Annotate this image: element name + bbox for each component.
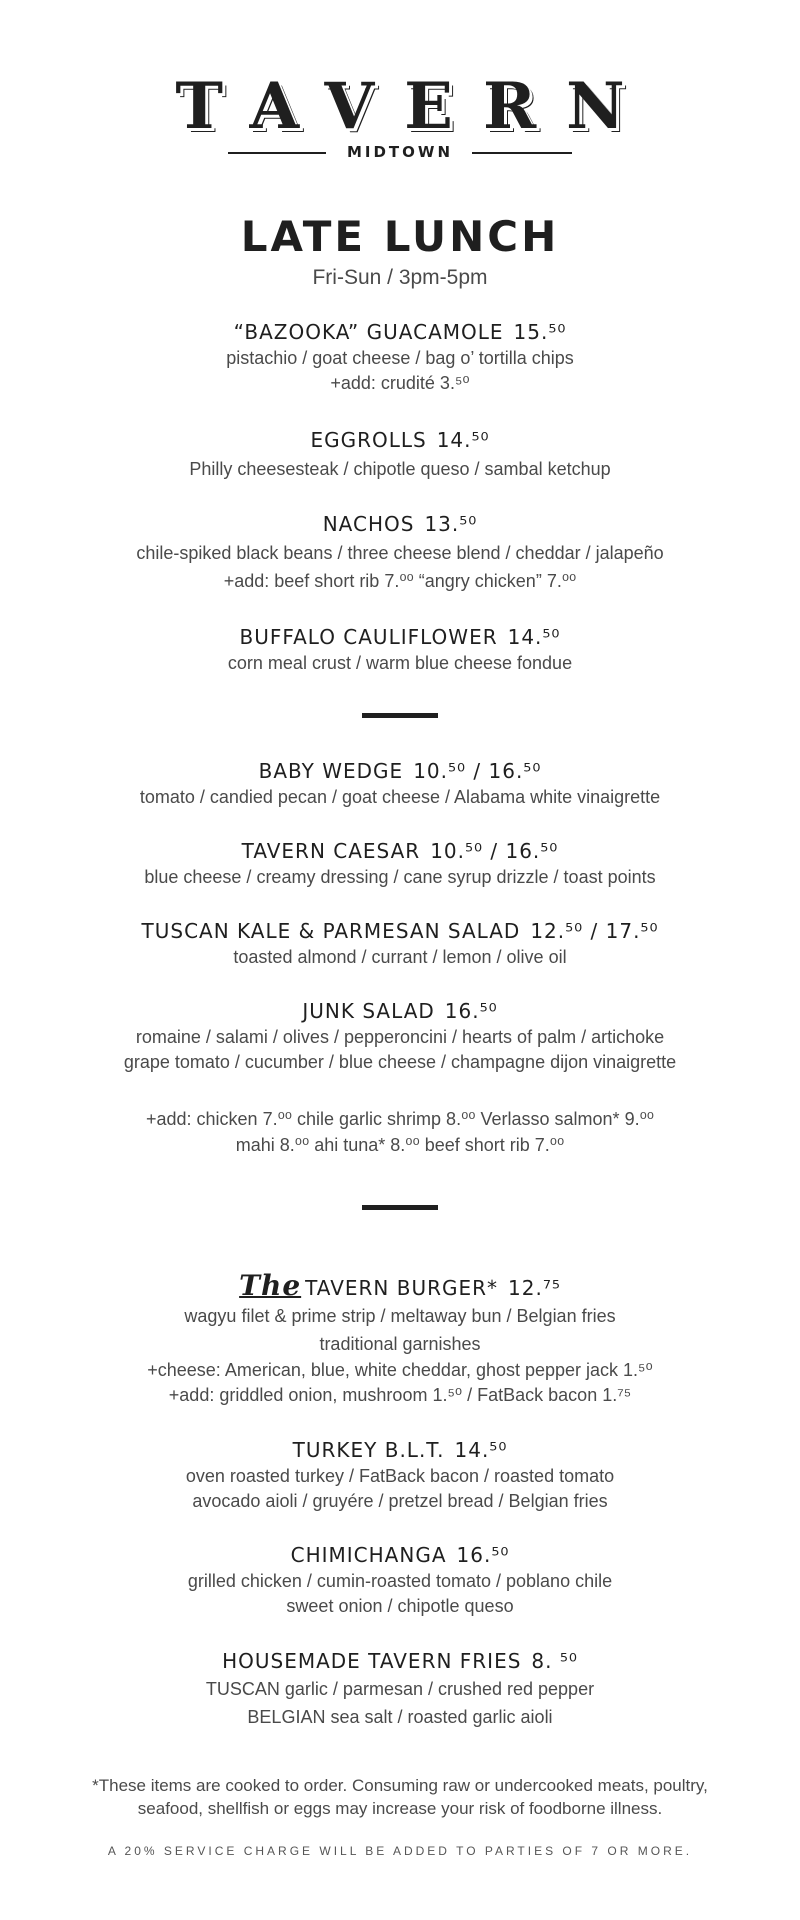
item-description: romaine / salami / olives / pepperoncini / hearts of palm / artichoke (135, 1027, 665, 1047)
menu-title: LATE LUNCH (240, 212, 560, 261)
item-description: TUSCAN garlic / parmesan / crushed red pepper (205, 1679, 595, 1699)
location-row (0, 140, 800, 164)
menu-item-tavern-caesar (20, 837, 780, 890)
item-description: oven roasted turkey / FatBack bacon / roasted tomato (185, 1466, 615, 1486)
menu-item-guacamole (20, 318, 780, 396)
the-script-label: The (239, 1269, 302, 1302)
item-description: wagyu filet & prime strip / meltaway bun / Belgian fries (184, 1306, 616, 1326)
item-description: grape tomato / cucumber / blue cheese / champagne dijon vinaigrette (123, 1052, 677, 1072)
item-price: 14.⁵⁰ (436, 428, 490, 452)
menu-item-eggrolls (20, 426, 780, 482)
item-addon: +add: beef short rib 7.⁰⁰ “angry chicken” 7.⁰⁰ (223, 571, 577, 591)
item-addon: +cheese: American, blue, white cheddar, ghost pepper jack 1.⁵⁰ (147, 1360, 653, 1380)
menu-item-buffalo-cauliflower (20, 623, 780, 676)
tavern-logo: TAVERN (175, 69, 655, 144)
item-name: “BAZOOKA” GUACAMOLE (233, 320, 504, 344)
item-description: grilled chicken / cumin-roasted tomato / poblano chile (187, 1571, 613, 1591)
item-description: pistachio / goat cheese / bag o’ tortilla chips (226, 348, 574, 368)
item-description: toasted almond / currant / lemon / olive oil (233, 947, 567, 967)
item-price: 12.⁷⁵ (508, 1276, 561, 1300)
menu-item-kale-salad (20, 917, 780, 970)
menu-item-nachos (20, 510, 780, 594)
item-price: 13.⁵⁰ (424, 512, 478, 536)
logo-container (0, 69, 800, 144)
item-name: TUSCAN KALE & PARMESAN SALAD (141, 919, 521, 943)
item-price: 14.⁵⁰ (507, 625, 561, 649)
section-divider (362, 713, 438, 718)
item-name: TAVERN BURGER* (305, 1276, 499, 1300)
item-description: Philly cheesesteak / chipotle queso / sambal ketchup (189, 459, 611, 479)
addon-line: +add: chicken 7.⁰⁰ chile garlic shrimp 8.⁰⁰ Verlasso salmon* 9.⁰⁰ (145, 1109, 655, 1129)
location-label: MIDTOWN (346, 143, 454, 161)
item-description: tomato / candied pecan / goat cheese / Alabama white vinaigrette (139, 787, 661, 807)
item-name: TAVERN CAESAR (241, 839, 421, 863)
item-description: chile-spiked black beans / three cheese blend / cheddar / jalapeño (136, 543, 664, 563)
item-price: 14.⁵⁰ (454, 1438, 508, 1462)
item-description: traditional garnishes (319, 1334, 481, 1354)
item-name: EGGROLLS (310, 428, 427, 452)
disclaimer-line: *These items are cooked to order. Consuming raw or undercooked meats, poultry, (92, 1776, 708, 1795)
item-name: BABY WEDGE (258, 759, 404, 783)
item-description: blue cheese / creamy dressing / cane syrup drizzle / toast points (144, 867, 656, 887)
addon-line: mahi 8.⁰⁰ ahi tuna* 8.⁰⁰ beef short rib 7.⁰⁰ (235, 1135, 565, 1155)
item-name: CHIMICHANGA (290, 1543, 447, 1567)
item-price: 8. ⁵⁰ (531, 1649, 578, 1673)
item-price: 16.⁵⁰ (444, 999, 498, 1023)
menu-item-turkey-blt (20, 1436, 780, 1514)
section-divider (362, 1205, 438, 1210)
item-price: 10.⁵⁰ / 16.⁵⁰ (430, 839, 559, 863)
item-name: HOUSEMADE TAVERN FRIES (222, 1649, 522, 1673)
menu-item-junk-salad (20, 997, 780, 1075)
item-name: BUFFALO CAULIFLOWER (239, 625, 498, 649)
item-name: JUNK SALAD (302, 999, 435, 1023)
item-addon: +add: griddled onion, mushroom 1.⁵⁰ / FatBack bacon 1.⁷⁵ (168, 1385, 632, 1405)
menu-item-chimichanga (20, 1541, 780, 1619)
item-description: BELGIAN sea salt / roasted garlic aioli (247, 1707, 553, 1727)
item-description: avocado aioli / gruyére / pretzel bread / Belgian fries (192, 1491, 608, 1511)
menu-item-tavern-fries (20, 1647, 780, 1731)
menu-item-baby-wedge (20, 757, 780, 810)
menu-hours: Fri-Sun / 3pm-5pm (312, 266, 488, 289)
salad-addons (20, 1105, 780, 1158)
item-price: 15.⁵⁰ (513, 320, 567, 344)
disclaimer-line: seafood, shellfish or eggs may increase your risk of foodborne illness. (137, 1799, 663, 1818)
item-description: corn meal crust / warm blue cheese fondue (227, 653, 573, 673)
item-price: 10.⁵⁰ / 16.⁵⁰ (413, 759, 542, 783)
item-addon: +add: crudité 3.⁵⁰ (330, 373, 470, 393)
item-name: TURKEY B.L.T. (292, 1438, 445, 1462)
item-name: NACHOS (322, 512, 415, 536)
item-description: sweet onion / chipotle queso (286, 1596, 514, 1616)
service-charge-note: A 20% SERVICE CHARGE WILL BE ADDED TO PARTIES OF 7 OR MORE. (107, 1844, 693, 1858)
item-price: 16.⁵⁰ (456, 1543, 510, 1567)
menu-item-tavern-burger (20, 1269, 780, 1408)
right-rule (472, 152, 572, 154)
food-safety-disclaimer (40, 1774, 760, 1820)
item-price: 12.⁵⁰ / 17.⁵⁰ (530, 919, 659, 943)
